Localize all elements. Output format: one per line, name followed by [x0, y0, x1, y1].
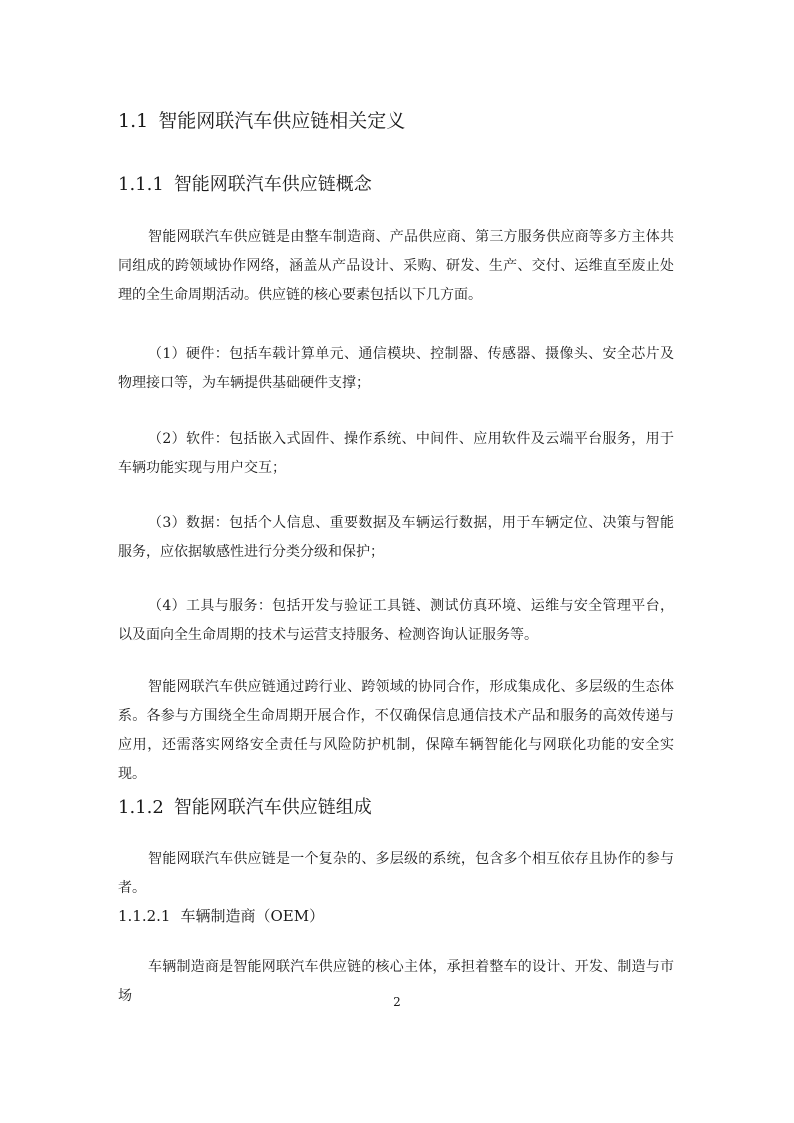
page-number: 2 — [393, 995, 401, 1009]
section-number: 1.1 — [118, 110, 149, 132]
paragraph-intro: 智能网联汽车供应链是由整车制造商、产品供应商、第三方服务供应商等多方主体共同组成的跨领域协作网络，涵盖从产品设计、采购、研发、生产、交付、运维直至废止处理的全生命周期活动。供应链的核心要素包括以下几方面。 — [118, 229, 674, 303]
section-number: 1.1.2 — [118, 797, 164, 818]
section-number: 1.1.2.1 — [118, 907, 171, 925]
list-item-software: （2）软件：包括嵌入式固件、操作系统、中间件、应用软件及云端平台服务，用于车辆功能实现与用户交互； — [118, 431, 674, 476]
section-title: 智能网联汽车供应链相关定义 — [158, 110, 406, 132]
section-heading-1-1 — [118, 106, 405, 133]
list-item-data: （3）数据：包括个人信息、重要数据及车辆运行数据，用于车辆定位、决策与智能服务，应依据敏感性进行分类分级和保护； — [118, 515, 674, 560]
section-title: 智能网联汽车供应链组成 — [173, 797, 372, 818]
list-item-hardware: （1）硬件：包括车载计算单元、通信模块、控制器、传感器、摄像头、安全芯片及物理接口等，为车辆提供基础硬件支撑； — [118, 346, 674, 391]
section-number: 1.1.1 — [118, 174, 164, 195]
section-title: 智能网联汽车供应链概念 — [173, 174, 372, 195]
section-title: 车辆制造商（OEM） — [180, 907, 325, 925]
list-item-tools-services: （4）工具与服务：包括开发与验证工具链、测试仿真环境、运维与安全管理平台，以及面向全生命周期的技术与运营支持服务、检测咨询认证服务等。 — [118, 598, 674, 643]
paragraph-composition: 智能网联汽车供应链是一个复杂的、多层级的系统，包含多个相互依存且协作的参与者。 — [118, 851, 674, 896]
paragraph-summary: 智能网联汽车供应链通过跨行业、跨领域的协同合作，形成集成化、多层级的生态体系。各参与方围绕全生命周期开展合作，不仅确保信息通信技术产品和服务的高效传递与应用，还需落实网络安全责任与风险防护机制，保障车辆智能化与网联化功能的安全实现。 — [118, 679, 674, 782]
section-heading-1-1-2 — [118, 793, 372, 819]
section-heading-1-1-1 — [118, 170, 372, 196]
paragraph-oem: 车辆制造商是智能网联汽车供应链的核心主体，承担着整车的设计、开发、制造与市场 — [118, 959, 674, 1004]
section-heading-1-1-2-1 — [118, 905, 324, 926]
